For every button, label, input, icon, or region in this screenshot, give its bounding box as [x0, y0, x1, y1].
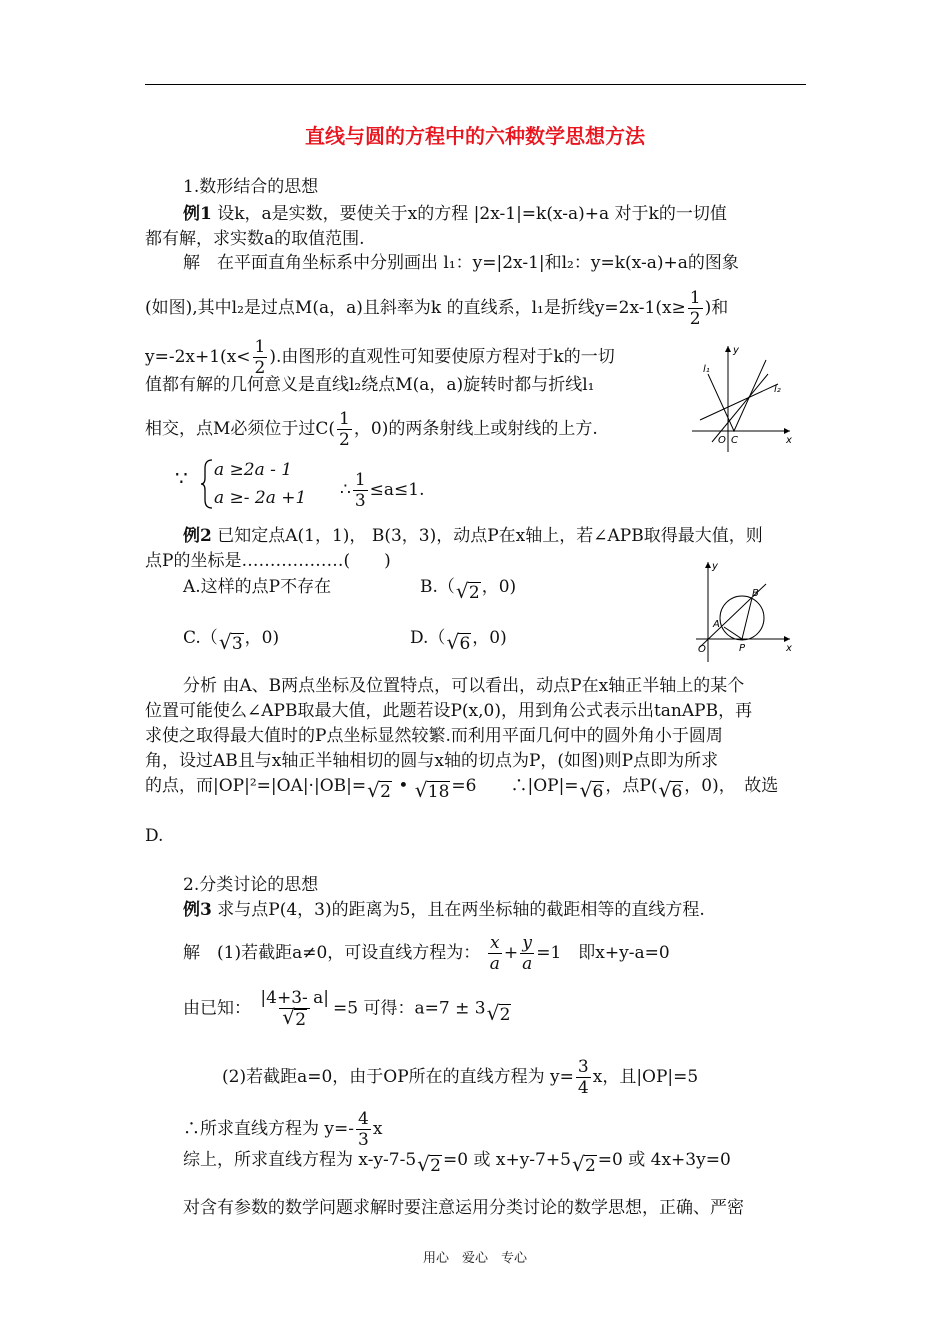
example2-analysis-line5: [145, 775, 779, 802]
solution-text: 由已知：: [183, 998, 251, 1019]
radicand: 18: [427, 782, 450, 802]
tangent-circle: [720, 596, 764, 640]
example1-result: [340, 470, 425, 511]
fraction-numerator: 4: [358, 1109, 369, 1129]
example2-analysis-line3: 求使之取得最大值时的P点坐标显然较繁.而利用平面几何中的圆外角小于圆周: [145, 726, 723, 746]
line-l1: [708, 360, 766, 431]
solution-text: =5 可得：a=7 ± 3: [333, 998, 486, 1019]
y-axis-arrow: [725, 346, 731, 352]
point-a-label: A: [713, 619, 720, 630]
page-footer: 用心 爱心 专心: [422, 1251, 527, 1266]
solution-text: ，0)的两条射线上或射线的上方.: [353, 419, 598, 439]
fraction-denominator: 2: [689, 309, 701, 329]
example1-question-line2: 都有解，求实数a的取值范围.: [145, 229, 365, 249]
fraction-numerator: x: [489, 933, 500, 953]
fraction-numerator: 1: [254, 337, 266, 357]
fraction-one-third: [353, 470, 368, 511]
solution-text: 相交，点M必须位于过C(: [145, 419, 336, 439]
example3-solution-line1: [183, 933, 670, 974]
option-c: [183, 627, 280, 654]
origin-label: O: [698, 644, 706, 655]
solution-text: (2)若截距a=0，由于OP所在的直线方程为 y=: [222, 1067, 574, 1087]
origin-label: O: [718, 435, 726, 446]
solution-text: ).由图形的直观性可知要使原方程对于k的一切: [269, 347, 615, 367]
l1-label: l₁: [703, 364, 710, 375]
fraction-denominator: a: [522, 954, 533, 974]
fraction-y-over-a: [520, 933, 534, 974]
example1-question-text: 设k，a是实数，要使关于x的方程 |2x-1|=k(x-a)+a 对于k的一切值: [217, 204, 727, 224]
page-title: 直线与圆的方程中的六种数学思想方法: [305, 124, 645, 148]
radicand: 6: [459, 634, 471, 654]
option-a: A.这样的点P不存在: [183, 577, 332, 597]
radicand: 2: [295, 1010, 307, 1030]
figure1-graph: [686, 342, 796, 454]
radicand: 2: [468, 583, 480, 603]
point-c-label: C: [731, 435, 738, 446]
example3-question-text: 求与点P(4，3)的距离为5，且在两坐标轴的截距相等的直线方程.: [217, 900, 705, 920]
fraction-one-half: [337, 409, 352, 450]
sqrt-2: [282, 1009, 307, 1030]
example3-solution-line3: [222, 1057, 698, 1098]
sqrt-18: [415, 781, 451, 803]
sqrt-6: [446, 633, 471, 655]
example2-analysis-line4: 角，设过AB且与x轴正半轴相切的圆与x轴的切点为P，(如图)则P点即为所求: [145, 751, 719, 771]
option-text: ，0): [472, 628, 507, 648]
example2-question-text: 已知定点A(1，1)， B(3，3)，动点P在x轴上，若∠APB取得最大值，则: [217, 526, 763, 546]
solution-text: )和: [704, 298, 729, 318]
sqrt-2: [417, 1155, 442, 1177]
sqrt-6: [580, 781, 605, 803]
example2-question-line2: 点P的坐标是………………( ): [145, 551, 391, 571]
option-text: ，0): [481, 577, 517, 597]
sqrt-2: [572, 1155, 597, 1177]
option-b: [420, 576, 517, 603]
because-symbol: ∵: [175, 466, 188, 490]
inequality-2: a ≥- 2a +1: [214, 488, 307, 508]
multiply-dot: •: [398, 776, 409, 796]
x-label: x: [786, 435, 792, 446]
radicand: 3: [231, 634, 243, 654]
option-d: [410, 627, 507, 654]
solution-text: (如图),其中l₂是过点M(a，a)且斜率为k 的直线系，l₁是折线y=2x-1(x≥: [145, 298, 686, 318]
fraction-numerator: 1: [354, 470, 366, 490]
fraction-one-half: [253, 337, 268, 378]
example3-summary: [183, 1149, 731, 1176]
fraction-four-thirds: [356, 1109, 371, 1150]
radicand: 6: [671, 782, 683, 802]
analysis-text: 的点，而|OP|²=|OA|·|OB|=: [145, 776, 367, 796]
y-label: y: [733, 345, 739, 356]
option-text: D.（: [410, 628, 446, 648]
header-rule: [145, 84, 806, 85]
option-text: ，0): [244, 628, 280, 648]
x-label: x: [786, 643, 792, 654]
fraction-three-quarters: [576, 1057, 591, 1098]
fraction-numerator: 1: [689, 288, 701, 308]
fraction-denominator: 2: [339, 430, 350, 450]
solution-text: y=-2x+1(x<: [145, 347, 251, 367]
example1-solution-line2: [145, 288, 728, 329]
result-text: ≤a≤1.: [369, 480, 425, 500]
closing-paragraph: 对含有参数的数学问题求解时要注意运用分类讨论的数学思想，正确、严密: [183, 1198, 744, 1218]
analysis-text: ，点P(: [605, 776, 658, 796]
example1-solution-line4: 值都有解的几何意义是直线l₂绕点M(a，a)旋转时都与折线l₁: [145, 375, 595, 395]
segment-ap: [724, 627, 742, 639]
l2-label: l₂: [774, 384, 781, 395]
distance-fraction: [258, 988, 331, 1030]
fraction-denominator: 3: [354, 491, 366, 511]
fraction-numerator: y: [522, 933, 532, 953]
example2-analysis-line1: 分析 由A、B两点坐标及位置特点，可以看出，动点P在x轴正半轴上的某个: [183, 676, 745, 696]
x-axis-arrow: [784, 428, 790, 434]
fraction-denominator: 3: [358, 1130, 369, 1150]
fraction-denominator: [279, 1008, 310, 1030]
solution-text: 解 (1)若截距a≠0，可设直线方程为：: [183, 943, 481, 963]
fraction-numerator: 1: [339, 409, 350, 429]
example1-question-line1: [183, 203, 727, 225]
summary-text: 综上，所求直线方程为 x-y-7-5: [183, 1150, 417, 1170]
figure2-graph: [686, 558, 796, 666]
example2-label: 例2: [183, 526, 212, 546]
inequality-1: a ≥2a - 1: [214, 460, 293, 480]
solution-text: ∴所求直线方程为 y=-: [183, 1119, 354, 1139]
fraction-denominator: 4: [577, 1078, 589, 1098]
radicand: 6: [592, 782, 604, 802]
x-axis-arrow: [784, 636, 790, 642]
sqrt-2: [367, 781, 392, 803]
analysis-text: ，0)， 故选: [684, 776, 779, 796]
y-axis-arrow: [705, 562, 711, 568]
example2-answer: D.: [145, 826, 164, 846]
radicand: 2: [430, 1156, 441, 1176]
sqrt-3: [219, 633, 244, 655]
example1-solution-line3: [145, 337, 615, 378]
example1-label: 例1: [183, 204, 212, 224]
sqrt-2: [487, 1004, 512, 1026]
line-l2-b: [712, 374, 768, 442]
plus-sign: +: [503, 943, 519, 963]
point-b-label: B: [752, 588, 759, 599]
example2-question-line1: [183, 525, 763, 547]
y-label: y: [712, 561, 718, 572]
option-text: C.（: [183, 628, 218, 648]
example1-solution-line1: 解 在平面直角坐标系中分别画出 l₁：y=|2x-1|和l₂：y=k(x-a)+a的图象: [183, 253, 739, 273]
point-p-label: P: [739, 643, 746, 654]
example3-question: [183, 899, 705, 921]
fraction-denominator: 2: [254, 358, 266, 378]
solution-text: x，且|OP|=5: [592, 1067, 699, 1087]
fraction-x-over-a: [488, 933, 502, 974]
analysis-text: =6 ∴|OP|=: [451, 776, 579, 796]
therefore-symbol: ∴: [340, 480, 351, 500]
brace-icon: [200, 458, 214, 510]
sqrt-2: [456, 582, 481, 604]
solution-text: =1 即x+y-a=0: [536, 943, 670, 963]
option-text: B.（: [420, 577, 455, 597]
segment-bp: [742, 598, 752, 639]
radicand: 2: [499, 1004, 511, 1025]
radicand: 2: [380, 782, 391, 802]
fraction-denominator: a: [489, 954, 500, 974]
example3-solution-line4: [183, 1109, 382, 1150]
example3-solution-line2: [183, 988, 512, 1030]
fraction-numerator: 3: [577, 1057, 589, 1077]
solution-text: x: [372, 1119, 383, 1139]
summary-text: =0 或 x+y-7+5: [443, 1150, 571, 1170]
section1-heading: 1.数形结合的思想: [183, 177, 319, 197]
fraction-one-half: [688, 288, 703, 329]
line-l2-a: [700, 384, 778, 420]
sqrt-6: [658, 781, 683, 803]
radicand: 2: [584, 1156, 596, 1176]
example3-label: 例3: [183, 900, 212, 920]
example2-analysis-line2: 位置可能使么∠APB取最大值，此题若设P(x,0)，用到角公式表示出tanAPB，再: [145, 701, 753, 721]
example1-solution-line5: [145, 409, 598, 450]
summary-text: =0 或 4x+3y=0: [597, 1150, 731, 1170]
fraction-numerator: |4+3- a|: [260, 988, 330, 1008]
section2-heading: 2.分类讨论的思想: [183, 875, 319, 895]
